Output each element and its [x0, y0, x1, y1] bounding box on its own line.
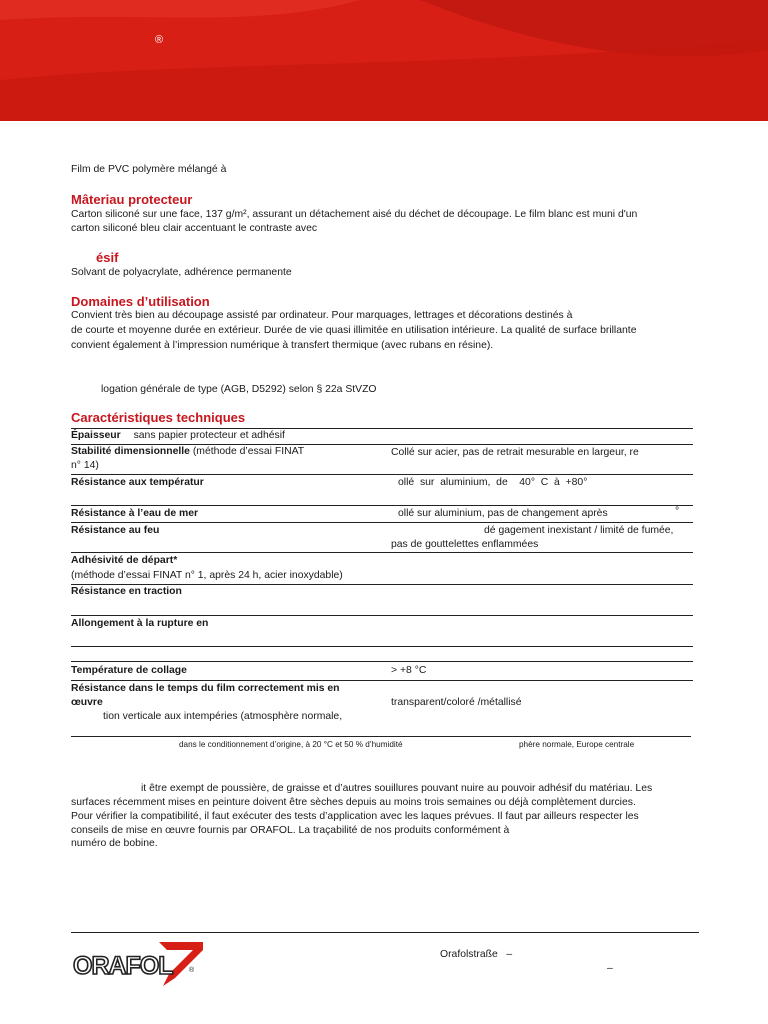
row-dimensional	[71, 446, 304, 459]
seawater-value: ollé sur aluminium, pas de changement après	[398, 508, 608, 519]
dimensional-method: (méthode d’essai FINAT	[189, 446, 305, 457]
table-rule	[71, 474, 693, 475]
usage-line-3: convient également à l’impression numérique à transfert thermique (avec rubans en résine).	[71, 340, 494, 351]
table-rule	[71, 444, 693, 445]
thickness-note: sans papier protecteur et adhésif	[133, 430, 285, 441]
footer-address: Orafolstraße –	[440, 949, 513, 960]
table-rule	[71, 505, 693, 506]
dimensional-value: Collé sur acier, pas de retrait mesurable en largeur, re	[391, 447, 639, 458]
usage-line-1: Convient très bien au découpage assisté par ordinateur. Pour marquages, lettrages et décorations destinés à	[71, 310, 573, 321]
table-rule	[71, 646, 693, 647]
usage-line-4: logation générale de type (AGB, D5292) selon § 22a StVZO	[101, 384, 377, 395]
intro-text: Film de PVC polymère mélangé à	[71, 164, 227, 175]
durability-label: Résistance dans le temps du film correctement mis en	[71, 683, 340, 694]
header-banner	[0, 0, 768, 121]
fire-value-2: pas de gouttelettes enflammées	[391, 539, 539, 550]
footer-rule	[71, 932, 699, 933]
banner-shapes	[0, 0, 768, 121]
table-rule	[71, 428, 693, 429]
table-rule	[71, 522, 693, 523]
seawater-label: Résistance à l’eau de mer	[71, 508, 199, 519]
application-temp-label: Température de collage	[71, 665, 187, 676]
table-rule	[71, 552, 693, 553]
usage-line-2: de courte et moyenne durée en extérieur. Durée de vie quasi illimitée en utilisation intérieure. La qualité de surface brillante	[71, 325, 637, 336]
seawater-degree: °	[675, 506, 680, 517]
temperature-value: ollé sur aluminium, de 40° C à +80°	[398, 477, 588, 488]
processing-line-1: it être exempt de poussière, de graisse et d’autres souillures pouvant nuire au pouvoir adhésif du matériau. Les	[141, 783, 653, 794]
adhesive-line-1: Solvant de polyacrylate, adhérence permanente	[71, 267, 292, 278]
usage-heading: Domaines d’utilisation	[71, 294, 210, 309]
table-rule	[71, 680, 693, 681]
row-thickness	[71, 430, 285, 443]
thickness-label: Épaisseur	[71, 430, 121, 441]
dimensional-method-2: n° 14)	[71, 460, 99, 471]
processing-line-2: surfaces récemment mises en peinture doivent être sèches depuis au moins trois semaines ou déjà complètement durcies.	[71, 797, 636, 808]
fire-label: Résistance au feu	[71, 525, 160, 536]
registered-mark: ®	[155, 34, 164, 46]
logo-mark: ®	[189, 967, 195, 974]
footnote-left: dans le conditionnement d’origine, à 20 °C et 50 % d’humidité	[179, 740, 403, 749]
protector-line-1: Carton siliconé sur une face, 137 g/m², assurant un détachement aisé du déchet de découpage. Le film blanc est muni d'un	[71, 209, 638, 220]
durability-sub: tion verticale aux intempéries (atmosphère normale,	[103, 711, 343, 722]
tack-label: Adhésivité de départ*	[71, 555, 178, 566]
footnote-right: phère normale, Europe centrale	[519, 740, 635, 749]
elongation-label: Allongement à la rupture en	[71, 618, 209, 629]
durability-value: transparent/coloré /métallisé	[391, 697, 522, 708]
tack-method: (méthode d’essai FINAT n° 1, après 24 h, acier inoxydable)	[71, 570, 343, 581]
table-rule	[71, 615, 693, 616]
fire-value: dé gagement inexistant / limité de fumée,	[484, 525, 674, 536]
table-rule	[71, 661, 693, 662]
logo-text: ORAFOL	[73, 952, 173, 980]
processing-line-5: numéro de bobine.	[71, 838, 158, 849]
protector-heading: Mâteriau protecteur	[71, 192, 193, 207]
tensile-label: Résistance en traction	[71, 586, 182, 597]
footer-dash: –	[607, 963, 613, 974]
temperature-label: Résistance aux températur	[71, 477, 204, 488]
technical-heading: Caractéristiques techniques	[71, 410, 246, 425]
table-rule	[71, 736, 691, 737]
processing-line-3: Pour vérifier la compatibilité, il faut exécuter des tests d’application avec les laques prévues. Il faut par ailleurs respecter les	[71, 811, 639, 822]
table-rule	[71, 584, 693, 585]
dimensional-label: Stabilité dimensionnelle	[71, 446, 190, 457]
orafol-logo-graphic	[71, 938, 206, 988]
processing-line-4: conseils de mise en œuvre fournis par ORAFOL. La traçabilité de nos produits conformément à	[71, 825, 510, 836]
protector-line-2: carton siliconé bleu clair accentuant le contraste avec	[71, 223, 318, 234]
orafol-logo	[71, 938, 206, 988]
application-temp-value: > +8 °C	[391, 665, 427, 676]
adhesive-heading: ésif	[96, 250, 119, 265]
durability-label-2: œuvre	[71, 697, 103, 708]
